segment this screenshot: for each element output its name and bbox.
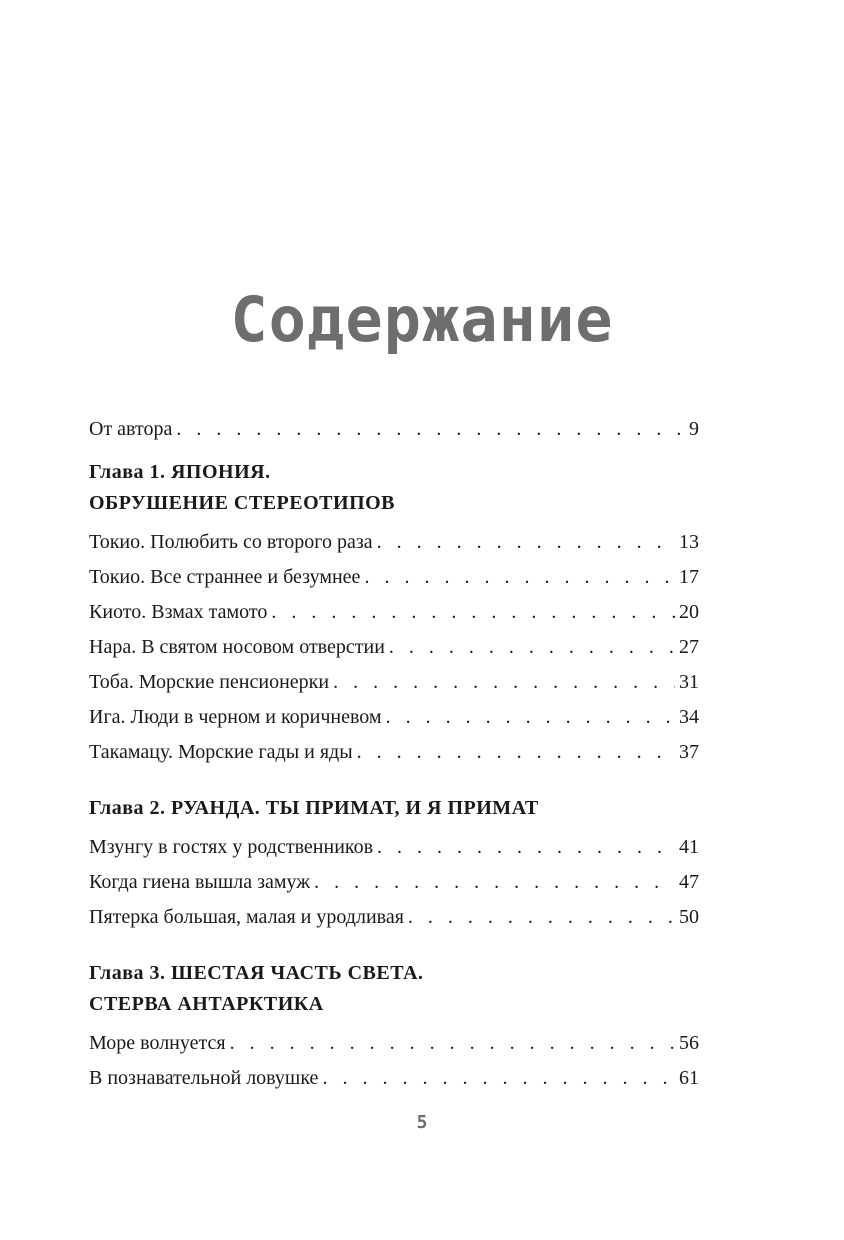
toc-entry-label: Тоба. Морские пенсионерки (89, 671, 330, 693)
toc-entry-label: Когда гиена вышла замуж (89, 871, 311, 893)
toc-leader-dots (271, 595, 675, 630)
chapter-1-heading (89, 457, 699, 519)
toc-leader-dots (377, 830, 675, 865)
chapter-2-heading (89, 793, 699, 824)
table-of-contents (89, 412, 699, 1096)
toc-entry-label: От автора (89, 418, 173, 440)
chapter-1-subtitle: ОБРУШЕНИЕ СТЕРЕОТИПОВ (89, 492, 396, 514)
toc-leader-dots (314, 865, 675, 900)
toc-entry-label: Киото. Взмах тамото (89, 601, 268, 623)
toc-entry-page: 56 (679, 1032, 699, 1054)
chapter-2-title: Глава 2. РУАНДА. ТЫ ПРИМАТ, И Я ПРИМАТ (89, 797, 539, 819)
toc-leader-dots (377, 525, 675, 560)
toc-entry-page: 31 (679, 671, 699, 693)
toc-entry-page: 17 (679, 566, 699, 588)
chapter-3-title: Глава 3. ШЕСТАЯ ЧАСТЬ СВЕТА. (89, 962, 424, 984)
toc-leader-dots (322, 1061, 675, 1096)
toc-leader-dots (408, 900, 675, 935)
toc-entry (89, 525, 699, 560)
toc-leader-dots (364, 560, 675, 595)
chapter-3-subtitle: СТЕРВА АНТАРКТИКА (89, 993, 324, 1015)
toc-leader-dots (333, 665, 675, 700)
toc-entry (89, 700, 699, 735)
toc-entry-label: Нара. В святом носовом отверстии (89, 636, 385, 658)
toc-entry-label: Ига. Люди в черном и коричневом (89, 706, 382, 728)
toc-leader-dots (386, 700, 675, 735)
chapter-1-title: Глава 1. ЯПОНИЯ. (89, 461, 271, 483)
toc-entry-page: 9 (689, 418, 699, 440)
toc-entry-page: 27 (679, 636, 699, 658)
toc-entry (89, 900, 699, 935)
toc-entry (89, 735, 699, 770)
toc-entry (89, 560, 699, 595)
toc-entry-label: В познавательной ловушке (89, 1067, 319, 1089)
toc-entry-page: 37 (679, 741, 699, 763)
toc-leader-dots (389, 630, 675, 665)
toc-entry-page: 34 (679, 706, 699, 728)
toc-entry-page: 47 (679, 871, 699, 893)
toc-leader-dots (176, 412, 685, 447)
toc-leader-dots (357, 735, 675, 770)
toc-entry (89, 865, 699, 900)
toc-entry-label: Море волнуется (89, 1032, 226, 1054)
toc-entry-page: 50 (679, 906, 699, 928)
toc-entry (89, 630, 699, 665)
chapter-3-heading (89, 958, 699, 1020)
toc-leader-dots (230, 1026, 675, 1061)
page-title: Содержание (230, 283, 614, 356)
toc-entry-label: Пятерка большая, малая и уродливая (89, 906, 404, 928)
toc-entry-page: 20 (679, 601, 699, 623)
toc-entry-label: Мзунгу в гостях у родственников (89, 836, 374, 858)
toc-entry-page: 61 (679, 1067, 699, 1089)
toc-entry-intro (89, 412, 699, 447)
toc-entry-label: Токио. Все страннее и безумнее (89, 566, 361, 588)
toc-entry (89, 1026, 699, 1061)
toc-entry-page: 13 (679, 531, 699, 553)
toc-entry-label: Такамацу. Морские гады и яды (89, 741, 353, 763)
page-number: 5 (416, 1112, 428, 1133)
toc-entry (89, 1061, 699, 1096)
toc-entry (89, 830, 699, 865)
toc-entry (89, 595, 699, 630)
toc-entry-page: 41 (679, 836, 699, 858)
toc-entry (89, 665, 699, 700)
toc-entry-label: Токио. Полюбить со второго раза (89, 531, 373, 553)
